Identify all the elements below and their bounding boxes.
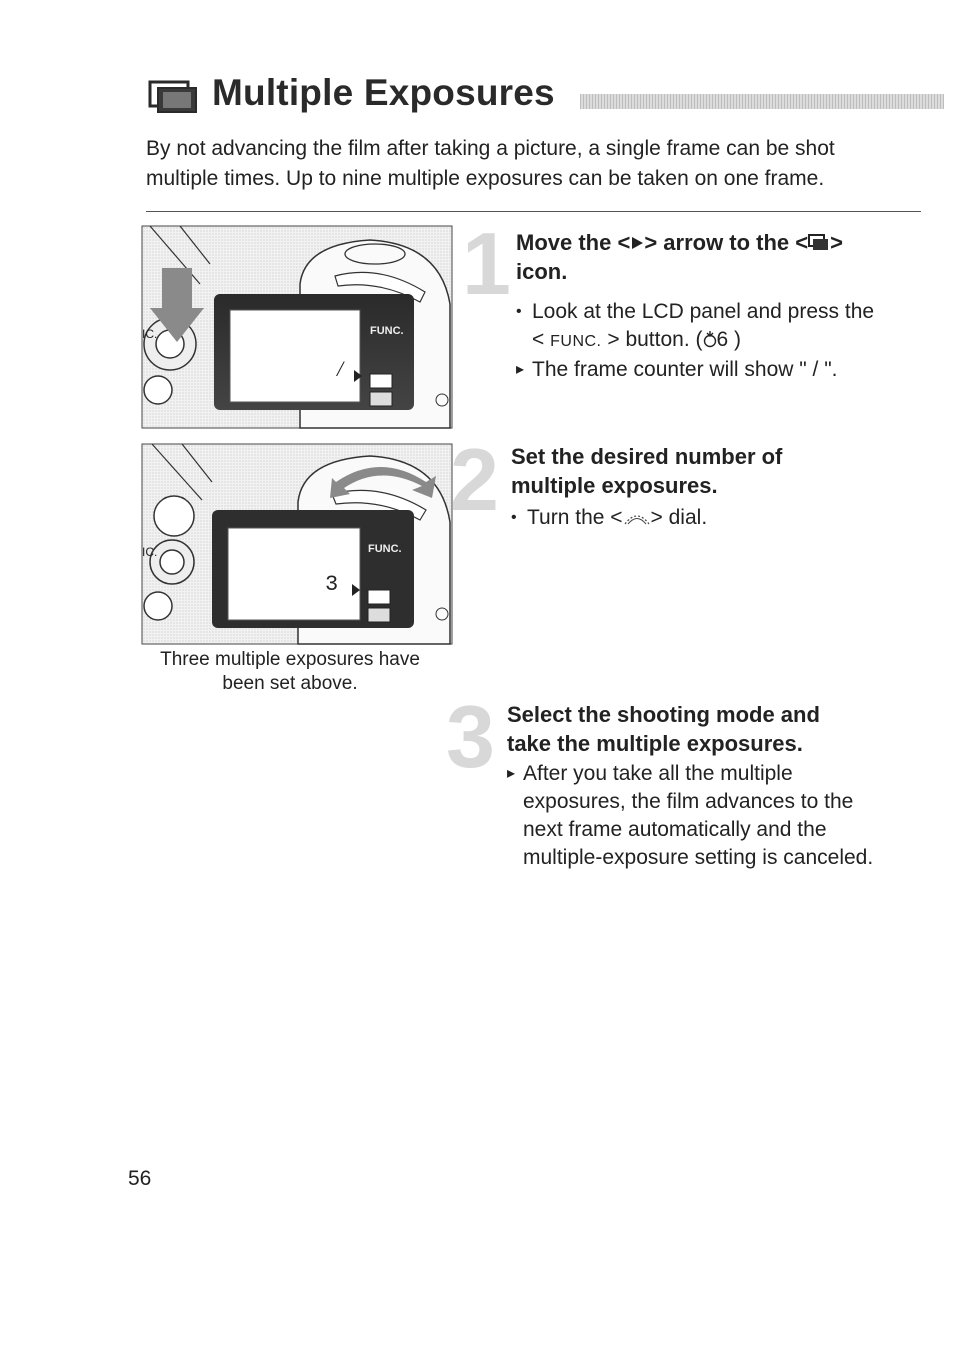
step-2 <box>511 442 911 532</box>
camera-top-illustration-step1 <box>140 224 454 430</box>
lcd-frame-counter: / <box>337 356 344 381</box>
camera-top-drawing <box>140 442 454 646</box>
intro-line: multiple times. Up to nine multiple exposures can be taken on one frame. <box>146 167 825 190</box>
step-heading: Move the < > arrow to the < > icon. <box>516 230 843 284</box>
multiple-exposure-icon <box>808 234 830 252</box>
list-item: • Turn the < > dial. <box>511 506 708 529</box>
title-decoration-bar <box>580 94 944 109</box>
intro-paragraph <box>146 134 916 194</box>
func-label: FUNC. <box>370 325 404 337</box>
list-item: • Look at the LCD panel and press the < FUNC. > button. ( 6 ) <box>516 300 875 351</box>
intro-line: By not advancing the film after taking a picture, a single frame can be shot <box>146 137 835 160</box>
camera-top-drawing <box>140 224 454 430</box>
page-title-row <box>148 72 943 120</box>
camera-top-illustration-step2 <box>140 442 454 646</box>
figure-caption <box>140 648 440 696</box>
forward-arrow-icon <box>630 235 644 251</box>
caption-line: been set above. <box>222 673 358 694</box>
side-label: IC. <box>142 545 158 559</box>
step-heading: Set the desired number of multiple exposures. <box>511 444 783 498</box>
lcd-frame-counter: 3 <box>325 572 339 597</box>
step-number: 1 <box>462 214 511 313</box>
caption-line: Three multiple exposures have <box>160 649 420 670</box>
step-heading: Select the shooting mode and take the multiple exposures. <box>507 702 820 756</box>
step-body <box>511 504 911 532</box>
side-label: IC. <box>142 327 158 341</box>
step-number: 2 <box>450 430 499 529</box>
page-title: Multiple Exposures <box>212 72 555 113</box>
main-dial-icon <box>623 508 651 526</box>
step-3 <box>507 700 917 872</box>
list-item: ▸ After you take all the multiple exposures, the film advances to the next frame automatically and the multiple-exposure setting is canceled. <box>507 762 874 869</box>
func-label: FUNC. <box>368 543 402 555</box>
section-divider <box>146 211 921 212</box>
step-body <box>516 298 916 384</box>
step-body <box>507 760 917 872</box>
step-number: 3 <box>446 687 495 786</box>
page-reference-icon <box>703 330 717 348</box>
page-number: 56 <box>128 1167 152 1190</box>
list-item: ▸ The frame counter will show " / ". <box>516 358 838 381</box>
multiple-exposure-icon <box>148 80 200 114</box>
step-1 <box>516 228 916 384</box>
